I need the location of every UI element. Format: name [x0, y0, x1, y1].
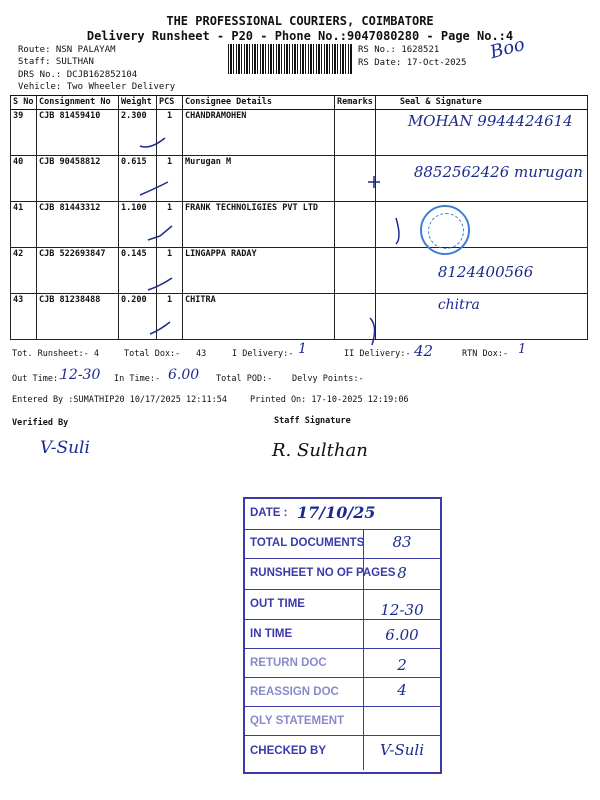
stamp-label: QLY STATEMENT: [250, 715, 345, 727]
col-header-sno: S No: [11, 96, 37, 110]
tick-mark: [140, 182, 168, 195]
col-header-remarks: Remarks: [335, 96, 376, 110]
cell-consignment: CJB 81238488: [37, 294, 119, 340]
cell-sno: 42: [11, 248, 37, 294]
staff-label: Staff: SULTHAN: [18, 57, 94, 67]
stamp-value: 4: [397, 681, 407, 699]
signature-text: MOHAN 9944424614: [407, 112, 573, 130]
in-time-label: In Time:-: [114, 374, 161, 384]
stamp-value: 8: [397, 564, 407, 582]
stamp-value: 6.00: [385, 626, 419, 644]
stamp-row: [245, 648, 440, 678]
cell-weight: 0.200: [119, 294, 157, 340]
stamp-date-label: DATE :: [250, 507, 288, 519]
total-dox-value: 43: [196, 349, 207, 359]
cell-consignment: CJB 90458812: [37, 156, 119, 202]
stamp-row: [245, 677, 440, 707]
stamp-label: RETURN DOC: [250, 657, 327, 669]
report-subtitle: Delivery Runsheet - P20 - Phone No.:9047080280 - Page No.:4: [86, 29, 514, 43]
cell-consignment: CJB 81459410: [37, 110, 119, 156]
vehicle-label: Vehicle: Two Wheeler Delivery: [18, 82, 176, 92]
stamp-value: 12-30: [380, 601, 424, 619]
signature-text: chitra: [437, 297, 480, 313]
stamp-date-value: 17/10/25: [297, 503, 376, 522]
cell-consignee: Murugan M: [183, 156, 335, 202]
cell-sno: 39: [11, 110, 37, 156]
cell-weight: 0.615: [119, 156, 157, 202]
stamp-row: [245, 706, 440, 736]
tick-mark: [150, 322, 170, 334]
rtn-dox-label: RTN Dox:-: [462, 349, 509, 359]
in-time-value: 6.00: [168, 367, 200, 383]
company-seal: [420, 205, 470, 255]
total-pod-label: Total POD:-: [216, 374, 273, 384]
stamp-label: CHECKED BY: [250, 745, 327, 757]
cell-sno: 43: [11, 294, 37, 340]
stamp-row: [245, 589, 440, 620]
report-title: THE PROFESSIONAL COURIERS, COIMBATORE: [166, 14, 434, 28]
stamp-label: OUT TIME: [250, 598, 305, 610]
drs-number: DRS No.: DCJB162852104: [18, 70, 138, 80]
ii-delivery-label: II Delivery:-: [344, 349, 411, 359]
tick-mark: [148, 226, 172, 240]
stamp-label: TOTAL DOCUMENTS: [250, 537, 365, 549]
cell-pcs: 1: [157, 202, 183, 248]
rtn-dox-value: 1: [518, 342, 527, 357]
entered-by: Entered By :SUMATHIP20 10/17/2025 12:11:54: [12, 395, 227, 405]
out-time-value: 12-30: [60, 367, 101, 383]
i-delivery-value: 1: [298, 341, 307, 357]
cell-consignee: CHANDRAMOHEN: [183, 110, 335, 156]
signature-text: 8852562426 murugan: [413, 163, 583, 181]
col-header-consignment: Consignment No: [37, 96, 119, 110]
col-header-weight: Weight: [119, 96, 157, 110]
cell-sno: 40: [11, 156, 37, 202]
cell-pcs: 1: [157, 248, 183, 294]
stamp-row: [245, 735, 440, 770]
delvy-points-label: Delvy Points:-: [292, 374, 364, 384]
stamp-row: [245, 558, 440, 590]
handwritten-mark: Boo: [487, 33, 528, 64]
cell-consignment: CJB 522693847: [37, 248, 119, 294]
cell-pcs: 1: [157, 110, 183, 156]
stamp-row: [245, 529, 440, 559]
rs-date: RS Date: 17-Oct-2025: [358, 58, 467, 68]
cell-consignee: FRANK TECHNOLIGIES PVT LTD: [183, 202, 335, 248]
stamp-value: 2: [397, 656, 407, 674]
cell-consignee: CHITRA: [183, 294, 335, 340]
cell-weight: 2.300: [119, 110, 157, 156]
col-header-pcs: PCS: [157, 96, 183, 110]
out-time-label: Out Time:-: [12, 374, 64, 384]
col-header-signature: Seal & Signature: [375, 96, 587, 110]
staff-signature: R. Sulthan: [272, 440, 368, 461]
printed-on: Printed On: 17-10-2025 12:19:06: [250, 395, 409, 405]
stamp-label: REASSIGN DOC: [250, 686, 339, 698]
col-header-consignee: Consignee Details: [183, 96, 335, 110]
stamp-label: IN TIME: [250, 628, 293, 640]
cell-weight: 0.145: [119, 248, 157, 294]
stamp-date-row: [245, 499, 440, 530]
cell-consignment: CJB 81443312: [37, 202, 119, 248]
verified-by-signature: V-Suli: [40, 438, 90, 458]
cell-pcs: 1: [157, 156, 183, 202]
tick-mark: [140, 138, 165, 147]
ii-delivery-value: 42: [414, 342, 434, 360]
verified-by-label: Verified By: [12, 418, 69, 428]
total-dox-label: Total Dox:-: [124, 349, 181, 359]
stamp-label: RUNSHEET NO OF PAGES: [250, 567, 396, 579]
i-delivery-label: I Delivery:-: [232, 349, 294, 359]
stamp-row: [245, 619, 440, 649]
stamp-value: V-Suli: [379, 741, 425, 759]
verification-stamp: [243, 497, 442, 774]
route-label: Route: NSN PALAYAM: [18, 45, 116, 55]
cell-consignee: LINGAPPA RADAY: [183, 248, 335, 294]
cell-weight: 1.100: [119, 202, 157, 248]
cell-pcs: 1: [157, 294, 183, 340]
tick-mark: [148, 278, 172, 290]
rs-number: RS No.: 1628521: [358, 45, 440, 55]
staff-signature-label: Staff Signature: [274, 416, 351, 426]
cell-sno: 41: [11, 202, 37, 248]
scribble-mark: [370, 318, 375, 345]
plus-mark: [368, 176, 380, 188]
tot-runsheet: Tot. Runsheet:- 4: [12, 349, 99, 359]
scribble-mark: [396, 218, 399, 244]
stamp-value: 83: [392, 533, 412, 551]
signature-text: 8124400566: [437, 263, 534, 281]
